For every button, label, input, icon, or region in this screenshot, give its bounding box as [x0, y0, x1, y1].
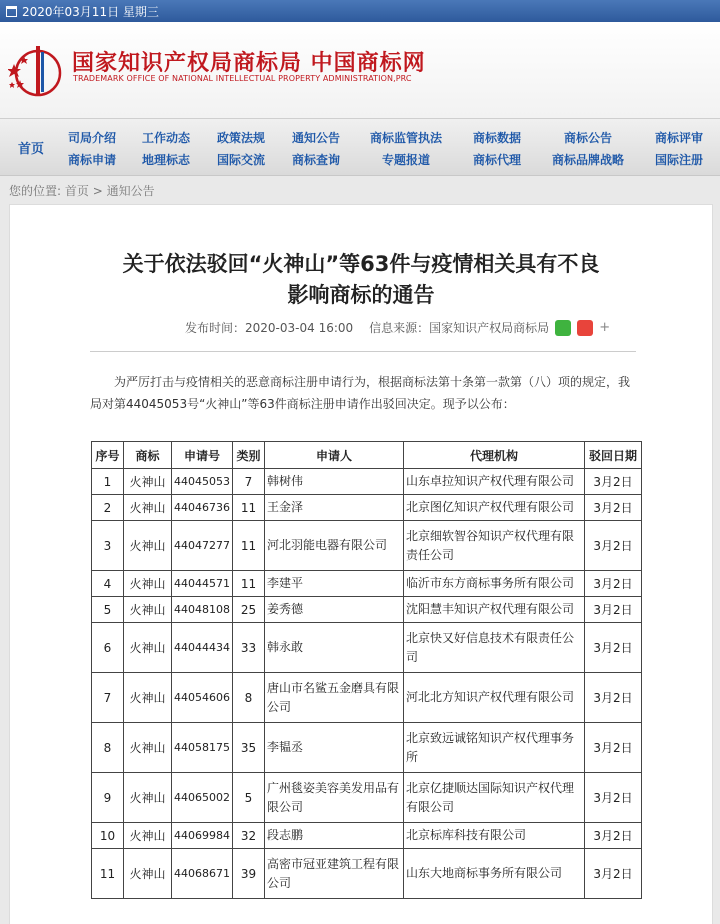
cell-trademark: 火神山: [124, 469, 172, 495]
table-row: [92, 597, 642, 623]
breadcrumb-separator: >: [92, 184, 103, 198]
nav-item-geo-marks[interactable]: 地理标志: [142, 153, 191, 167]
nav-item-intl-registration[interactable]: 国际注册: [654, 153, 703, 167]
current-date: 2020年03月11日 星期三: [22, 5, 159, 19]
nav-column-6: [472, 127, 522, 171]
cell-class: 32: [233, 823, 265, 849]
table-row: [92, 571, 642, 597]
cell-applicant: 河北羽能电器有限公司: [265, 521, 404, 571]
cell-class: 5: [233, 773, 265, 823]
nav-item-trademark-search[interactable]: 商标查询: [292, 153, 341, 167]
nav-column-1: [68, 127, 116, 171]
weibo-share-icon[interactable]: [577, 320, 593, 336]
cell-agency: 北京快又好信息技术有限责任公司: [404, 623, 585, 673]
cell-reject-date: 3月2日: [585, 571, 642, 597]
cell-index: 9: [92, 773, 124, 823]
cell-applicant: 韩永敢: [265, 623, 404, 673]
cell-class: 25: [233, 597, 265, 623]
cell-reject-date: 3月2日: [585, 723, 642, 773]
date-display: [6, 3, 159, 20]
cell-trademark: 火神山: [124, 597, 172, 623]
cell-index: 7: [92, 673, 124, 723]
cell-applicant: 王金泽: [265, 495, 404, 521]
publish-label: 发布时间：: [185, 321, 246, 335]
source-value: 国家知识产权局商标局: [429, 321, 550, 335]
table-row: [92, 623, 642, 673]
article-meta: [185, 319, 610, 336]
nav-item-trademark-apply[interactable]: 商标申请: [68, 153, 117, 167]
cell-reject-date: 3月2日: [585, 673, 642, 723]
cell-reject-date: 3月2日: [585, 469, 642, 495]
article-title: [10, 249, 712, 311]
publish-time: 2020-03-04 16:00: [245, 320, 354, 335]
nav-column-4: [292, 127, 340, 171]
nav-item-trademark-bulletin[interactable]: 商标公告: [563, 131, 612, 145]
cell-index: 6: [92, 623, 124, 673]
cell-trademark: 火神山: [124, 673, 172, 723]
cell-class: 8: [233, 673, 265, 723]
cell-agency: 北京标库科技有限公司: [404, 823, 585, 849]
cell-reject-date: 3月2日: [585, 849, 642, 899]
table-row: [92, 823, 642, 849]
cell-class: 11: [233, 571, 265, 597]
cell-trademark: 火神山: [124, 773, 172, 823]
cell-applicant: 广州毯姿美容美发用品有限公司: [265, 773, 404, 823]
nav-item-work-news[interactable]: 工作动态: [142, 131, 191, 145]
cell-reject-date: 3月2日: [585, 773, 642, 823]
cell-applicant: 高密市冠亚建筑工程有限公司: [265, 849, 404, 899]
table-row: [92, 673, 642, 723]
nav-column-8: [654, 127, 704, 171]
nav-column-7: [550, 127, 626, 171]
nav-item-trademark-agency[interactable]: 商标代理: [472, 153, 521, 167]
cell-application-no: 44058175: [172, 723, 233, 773]
table-row: [92, 723, 642, 773]
nav-item-brand-strategy[interactable]: 商标品牌战略: [551, 153, 624, 167]
cell-trademark: 火神山: [124, 723, 172, 773]
table-row: [92, 521, 642, 571]
cell-reject-date: 3月2日: [585, 597, 642, 623]
cell-application-no: 44054606: [172, 673, 233, 723]
nav-column-3: [217, 127, 265, 171]
cell-applicant: 段志鹏: [265, 823, 404, 849]
cell-agency: 北京细软智谷知识产权代理有限责任公司: [404, 521, 585, 571]
cell-index: 4: [92, 571, 124, 597]
cell-agency: 山东大地商标事务所有限公司: [404, 849, 585, 899]
cell-application-no: 44047277: [172, 521, 233, 571]
cell-trademark: 火神山: [124, 849, 172, 899]
cell-index: 3: [92, 521, 124, 571]
cell-applicant: 李韫丞: [265, 723, 404, 773]
cell-index: 8: [92, 723, 124, 773]
cell-agency: 山东卓拉知识产权代理有限公司: [404, 469, 585, 495]
top-date-bar: [0, 0, 720, 22]
cell-trademark: 火神山: [124, 495, 172, 521]
cell-class: 33: [233, 623, 265, 673]
cell-class: 11: [233, 521, 265, 571]
cell-application-no: 44046736: [172, 495, 233, 521]
table-header-row: [92, 442, 642, 469]
article-panel: [9, 204, 713, 924]
header-trademark: 商标: [124, 442, 172, 469]
meta-divider: [90, 351, 636, 352]
table-row: [92, 773, 642, 823]
cell-reject-date: 3月2日: [585, 623, 642, 673]
cell-class: 39: [233, 849, 265, 899]
calendar-icon: [6, 6, 17, 17]
breadcrumb-current[interactable]: 通知公告: [106, 184, 155, 198]
article-title-line-2: 影响商标的通告: [287, 283, 435, 307]
article-intro: 为严厉打击与疫情相关的恶意商标注册申请行为，根据商标法第十条第一款第（八）项的规定，我局对第44045053号“火神山”等63件商标注册申请作出驳回决定。现予以公布：: [90, 375, 631, 411]
header-class: 类别: [233, 442, 265, 469]
header-index: 序号: [92, 442, 124, 469]
cell-applicant: 唐山市名鲨五金磨具有限公司: [265, 673, 404, 723]
nav-item-bureau-intro[interactable]: 司局介绍: [68, 131, 117, 145]
cell-class: 35: [233, 723, 265, 773]
cell-application-no: 44044571: [172, 571, 233, 597]
cell-application-no: 44069984: [172, 823, 233, 849]
cell-applicant: 姜秀德: [265, 597, 404, 623]
cell-class: 7: [233, 469, 265, 495]
header-reject-date: 驳回日期: [585, 442, 642, 469]
nav-item-trademark-data[interactable]: 商标数据: [472, 131, 521, 145]
site-subtitle: TRADEMARK OFFICE OF NATIONAL INTELLECTUAL PROPERTY ADMINISTRATION,PRC: [73, 74, 412, 83]
nav-column-2: [142, 127, 190, 171]
more-share-icon[interactable]: +: [599, 319, 611, 335]
cell-index: 2: [92, 495, 124, 521]
cell-application-no: 44044434: [172, 623, 233, 673]
cell-reject-date: 3月2日: [585, 521, 642, 571]
table-row: [92, 469, 642, 495]
cell-trademark: 火神山: [124, 571, 172, 597]
cell-agency: 北京图亿知识产权代理有限公司: [404, 495, 585, 521]
cell-agency: 河北北方知识产权代理有限公司: [404, 673, 585, 723]
nav-column-5: [368, 127, 444, 171]
cell-index: 10: [92, 823, 124, 849]
site-title: 国家知识产权局商标局 中国商标网: [72, 51, 426, 76]
cell-trademark: 火神山: [124, 823, 172, 849]
breadcrumb-home-link[interactable]: 首页: [64, 184, 89, 198]
breadcrumb: [9, 182, 155, 199]
header-application-no: 申请号: [172, 442, 233, 469]
cell-class: 11: [233, 495, 265, 521]
cell-reject-date: 3月2日: [585, 495, 642, 521]
nav-item-enforcement[interactable]: 商标监管执法: [369, 131, 442, 145]
header-agency: 代理机构: [404, 442, 585, 469]
table-row: [92, 849, 642, 899]
main-navigation: [0, 118, 720, 176]
source-label: 信息来源：: [369, 321, 430, 335]
nav-home[interactable]: 首页: [17, 141, 44, 157]
nav-item-intl-exchange[interactable]: 国际交流: [217, 153, 266, 167]
cell-agency: 北京亿捷顺达国际知识产权代理有限公司: [404, 773, 585, 823]
cell-agency: 临沂市东方商标事务所有限公司: [404, 571, 585, 597]
cell-application-no: 44068671: [172, 849, 233, 899]
cell-agency: 沈阳慧丰知识产权代理有限公司: [404, 597, 585, 623]
cell-index: 11: [92, 849, 124, 899]
cell-applicant: 韩树伟: [265, 469, 404, 495]
wechat-share-icon[interactable]: [555, 320, 571, 336]
nav-item-review[interactable]: 商标评审: [654, 131, 703, 145]
cell-applicant: 李建平: [265, 571, 404, 597]
trademark-office-logo-icon[interactable]: [8, 40, 70, 100]
site-header: [0, 22, 720, 118]
cell-application-no: 44045053: [172, 469, 233, 495]
nav-item-special-reports[interactable]: 专题报道: [381, 153, 430, 167]
cell-application-no: 44065002: [172, 773, 233, 823]
cell-agency: 北京致远诚铭知识产权代理事务所: [404, 723, 585, 773]
rejected-trademarks-table: [91, 441, 642, 899]
article-title-line-1: 关于依法驳回“火神山”等63件与疫情相关具有不良: [122, 252, 600, 276]
nav-item-policies[interactable]: 政策法规: [217, 131, 266, 145]
nav-item-notices[interactable]: 通知公告: [292, 131, 341, 145]
breadcrumb-prefix: 您的位置:: [9, 184, 62, 198]
header-applicant: 申请人: [265, 442, 404, 469]
table-row: [92, 495, 642, 521]
cell-trademark: 火神山: [124, 623, 172, 673]
cell-application-no: 44048108: [172, 597, 233, 623]
cell-index: 5: [92, 597, 124, 623]
cell-trademark: 火神山: [124, 521, 172, 571]
cell-index: 1: [92, 469, 124, 495]
cell-reject-date: 3月2日: [585, 823, 642, 849]
